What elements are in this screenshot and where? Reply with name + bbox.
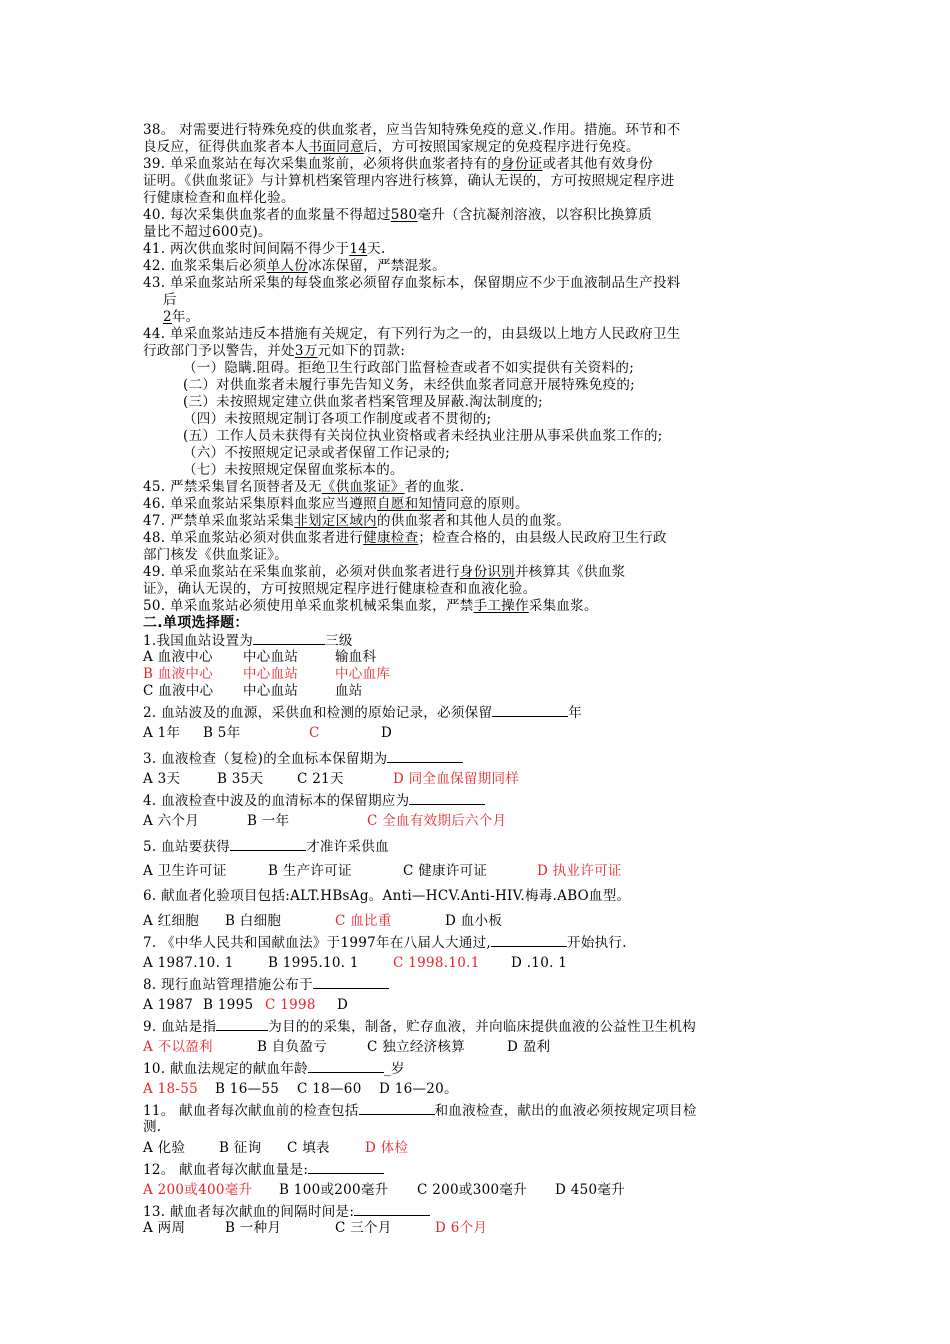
option-c: C [309,725,320,741]
question-4-text: 4. 血液检查中波及的血清标本的保留期应为 [143,793,410,809]
item-40-line2 [143,224,813,241]
item-44-line1 [143,326,813,343]
item-42-text: 42. 血浆采集后必须 [143,258,267,274]
option-b: B 16—55 [215,1081,280,1097]
option-b: B 100或200毫升 [279,1182,389,1198]
answer-blank [253,632,325,645]
item-49-text: 证》，确认无误的，方可按照规定程序进行健康检查和血液化验。 [143,581,537,597]
question-3-options [143,771,813,788]
item-45 [143,479,813,496]
option-d: D .10. 1 [511,955,568,971]
option-a: A 红细胞 [143,913,200,929]
question-1-option-c [143,683,813,700]
question-9-options [143,1039,813,1056]
question-11-text: 测. [143,1119,162,1135]
item-45-text: 45. 严禁采集冒名顶替者及无 [143,479,322,495]
option-d: D 血小板 [445,913,503,929]
item-40-answer: 580 [390,207,418,223]
item-49-line1 [143,564,813,581]
option-a: A 18-55 [143,1081,199,1097]
question-6-text: 6. 献血者化验项目包括:ALT.HBsAg。Anti—HCV.Anti-HIV.梅毒.ABO血型。 [143,888,631,904]
option-c: C 全血有效期后六个月 [367,813,507,829]
item-46 [143,496,813,513]
item-48-text: 48. 单采血浆站必须对供血浆者进行 [143,530,364,546]
item-48-line1 [143,530,813,547]
answer-blank [409,792,485,805]
answer-blank [359,1102,435,1115]
question-2-text: 年 [568,705,583,721]
item-50-text: 采集血浆。 [528,598,598,614]
item-42-answer: 单人份 [266,258,308,274]
option-text: 血站 [335,683,363,699]
question-6 [143,888,813,905]
question-1-option-b [143,666,813,683]
item-46-text: 同意的原则。 [445,496,529,512]
option-c: C 独立经济核算 [367,1039,466,1055]
item-44-sub7: （七）未按照规定保留血浆标本的。 [183,462,404,478]
item-48-text: 部门核发《供血浆证》。 [143,547,289,563]
item-46-text: 46. 单采血浆站采集原料血浆应当遵照 [143,496,377,512]
question-9-text: 9. 血站是指 [143,1019,217,1035]
item-40-text: 40. 每次采集供血浆者的血浆量不得超过 [143,207,391,223]
question-11-line1 [143,1102,813,1119]
question-13-options [143,1220,813,1237]
option-b: B 白细胞 [225,913,282,929]
item-49-line2 [143,581,813,598]
item-39-text: 或者其他有效身份 [542,156,653,172]
option-d: D [337,997,349,1013]
option-text: 中心血库 [335,666,391,682]
item-44-sub6: （六）不按照规定记录或者保留工作记录的; [183,445,451,461]
question-5 [143,838,813,855]
item-39-text: 证明。《供血浆证》与计算机档案管理内容进行核算，确认无误的，方可按照规定程序进 [143,173,675,189]
item-49-text: 并核算其《供血浆 [514,564,626,580]
answer-blank [216,1018,268,1031]
item-41-text: 天. [367,241,386,257]
option-text: A 血液中心 [143,649,213,665]
document-body [143,122,813,1237]
question-9-text: 为目的的采集，制备，贮存血液，并向临床提供血液的公益性卫生机构 [268,1019,697,1035]
answer-blank [230,838,306,851]
question-11-line2 [143,1119,813,1136]
question-7 [143,934,813,951]
item-44-text: 元如下的罚款: [317,343,406,359]
answer-blank [313,976,389,989]
option-a: A 两周 [143,1220,186,1236]
question-9 [143,1018,813,1035]
question-4-options [143,813,813,830]
item-41-text: 41. 两次供血浆时间间隔不得少于 [143,241,350,257]
question-11-options [143,1140,813,1157]
item-44-sub2: (二）对供血浆者未履行事先告知义务，未经供血浆者同意开展特殊免疫的; [183,377,636,393]
item-39-text: 39. 单采血浆站在每次采集血浆前，必须将供血浆者持有的 [143,156,502,172]
item-50-text: 50. 单采血浆站必须使用单采血浆机械采集血浆，严禁 [143,598,474,614]
item-45-text: 者的血浆. [404,479,465,495]
option-text: 中心血站 [243,666,299,682]
option-text: C 血液中心 [143,683,214,699]
item-48-line2 [143,547,813,564]
question-1-text: 1.我国血站设置为 [143,633,254,649]
option-a: A 1年 [143,725,181,741]
option-b: B 1995.10. 1 [268,955,359,971]
option-d: D 16—20。 [379,1081,458,1097]
item-38-text: 38。 对需要进行特殊免疫的供血浆者，应当告知特殊免疫的意义.作用。措施。环节和不 [143,122,681,138]
question-4 [143,792,813,809]
item-44-sub4: （四）未按照规定制订各项工作制度或者不贯彻的; [183,411,492,427]
question-11-text: 11。 献血者每次献血前的检查包括 [143,1103,359,1119]
question-1 [143,632,813,649]
item-46-answer: 自愿和知情 [376,496,446,512]
option-b: B 生产许可证 [268,863,352,879]
item-44-sub1: （一）隐瞒.阻碍。拒绝卫生行政部门监督检查或者不如实提供有关资料的; [183,360,635,376]
question-2-options [143,725,813,742]
option-b: B 自负盈亏 [257,1039,328,1055]
question-3-text: 3. 血液检查（复检)的全血标本保留期为 [143,751,388,767]
item-43-line2 [143,292,813,309]
option-c: C 200或300毫升 [417,1182,527,1198]
question-3 [143,750,813,767]
option-a: A 200或400毫升 [143,1182,253,1198]
item-50-answer: 手工操作 [473,598,529,614]
question-7-text: 开始执行. [567,935,627,951]
option-c: C 填表 [287,1140,330,1156]
question-5-text: 5. 血站要获得 [143,839,231,855]
option-d: D 6个月 [435,1220,488,1236]
item-41 [143,241,813,258]
answer-blank [308,1161,384,1174]
item-39-line1 [143,156,813,173]
option-text: 中心血站 [243,649,299,665]
option-b: B 一种月 [225,1220,282,1236]
item-41-answer: 14 [349,241,368,257]
option-a: A 六个月 [143,813,200,829]
question-12-options [143,1182,813,1199]
option-a: A 卫生许可证 [143,863,227,879]
option-d: D 同全血保留期同样 [393,771,520,787]
item-44-sub3: (三）未按照规定建立供血浆者档案管理及屏蔽.淘汰制度的; [183,394,544,410]
option-a: A 3天 [143,771,181,787]
question-11-text: 和血液检查，献出的血液必须按规定项目检 [434,1103,697,1119]
option-a: A 1987 [143,997,194,1013]
option-b: B 一年 [247,813,290,829]
item-49-text: 49. 单采血浆站在采集血浆前，必须对供血浆者进行 [143,564,460,580]
question-1-option-a [143,649,813,666]
option-d: D 盈利 [507,1039,551,1055]
option-b: B 征询 [219,1140,262,1156]
option-c: C 三个月 [335,1220,392,1236]
item-40-text: 量比不超过600克)。 [143,224,272,240]
question-2-text: 2. 血站波及的血源，采供血和检测的原始记录，必须保留 [143,705,493,721]
item-39-line2 [143,173,813,190]
item-48-answer: 健康检查 [363,530,419,546]
item-44-text: 行政部门予以警告，并处 [143,343,295,359]
option-a: A 化验 [143,1140,186,1156]
answer-blank [491,934,567,947]
question-12-text: 12。 献血者每次献血量是: [143,1162,309,1178]
question-7-text: 7. 《中华人民共和国献血法》于1997年在八届人大通过, [143,935,492,951]
item-44-answer: 3万 [294,343,318,359]
question-5-options [143,863,813,880]
item-44-sub5: (五）工作人员未获得有关岗位执业资格或者未经执业注册从事采供血浆工作的; [183,428,663,444]
item-38-text: 后，方可按照国家规定的免疫程序进行免疫。 [363,139,640,155]
option-b: B 1995 [203,997,254,1013]
option-text: 输血科 [335,649,377,665]
question-10-options [143,1081,813,1098]
item-44-text: 44. 单采血浆站违反本措施有关规定，有下列行为之一的，由县级以上地方人民政府卫生 [143,326,681,342]
item-45-answer: 《供血浆证》 [321,479,405,495]
item-47-answer: 非划定区域内 [294,513,377,529]
option-text: 中心血站 [243,683,299,699]
option-b: B 5年 [203,725,241,741]
question-13 [143,1203,813,1220]
question-8-text: 8. 现行血站管理措施公布于 [143,977,313,993]
option-d: D 450毫升 [555,1182,625,1198]
option-d: D [381,725,393,741]
question-10-text: _岁 [383,1061,405,1077]
question-8 [143,976,813,993]
item-39-answer: 身份证 [501,156,543,172]
item-50 [143,598,813,615]
option-c: C 1998.10.1 [393,955,480,971]
item-38-line2 [143,139,813,156]
item-42-text: 冰冻保留，严禁混浆。 [307,258,446,274]
item-42 [143,258,813,275]
item-48-text: ；检查合格的，由县级人民政府卫生行政 [418,530,667,546]
item-43-line3 [143,309,813,326]
option-c: C 血比重 [335,913,392,929]
item-39-line3 [143,190,813,207]
answer-blank [354,1203,430,1216]
item-40-text: 毫升（含抗凝剂溶液，以容积比换算质 [417,207,653,223]
item-43-text: 年。 [171,309,200,325]
question-6-options [143,913,813,930]
option-a: A 1987.10. 1 [143,955,234,971]
question-10-text: 10. 献血法规定的献血年龄 [143,1061,308,1077]
question-2 [143,704,813,721]
item-49-answer: 身份识别 [459,564,515,580]
answer-blank [308,1060,384,1073]
item-43-text: 后 [163,292,177,308]
item-38-line1 [143,122,813,139]
answer-blank [387,750,463,763]
answer-blank [492,704,568,717]
option-a: A 不以盈利 [143,1039,213,1055]
question-5-text: 才准许采供血 [306,839,389,855]
option-d: D 执业许可证 [537,863,622,879]
item-47-text: 的供血浆者和其他人员的血浆。 [376,513,571,529]
question-13-text: 13. 献血者每次献血的间隔时间是: [143,1204,355,1220]
option-d: D 体检 [365,1140,409,1156]
item-43-text: 43. 单采血浆站所采集的每袋血浆必须留存血浆标本，保留期应不少于血液制品生产投料 [143,275,681,291]
item-40-line1 [143,207,813,224]
question-8-options [143,997,813,1014]
section-heading: 二.单项选择题： [143,615,249,631]
item-43-answer: 2 [163,309,172,325]
option-c: C 健康许可证 [403,863,488,879]
question-1-text: 三级 [325,633,353,649]
option-c: C 18—60 [297,1081,362,1097]
option-b: B 35天 [217,771,264,787]
item-39-text: 行健康检查和血样化验。 [143,190,295,206]
question-10 [143,1060,813,1077]
item-44-line2 [143,343,813,360]
question-7-options [143,955,813,972]
item-38-text: 良反应，征得供血浆者本人 [143,139,309,155]
option-c: C 21天 [297,771,344,787]
item-38-answer: 书面同意 [308,139,364,155]
option-c: C 1998 [265,997,316,1013]
item-47 [143,513,813,530]
item-43-line1 [143,275,813,292]
item-47-text: 47. 严禁单采血浆站采集 [143,513,295,529]
option-text: B 血液中心 [143,666,214,682]
question-12 [143,1161,813,1178]
